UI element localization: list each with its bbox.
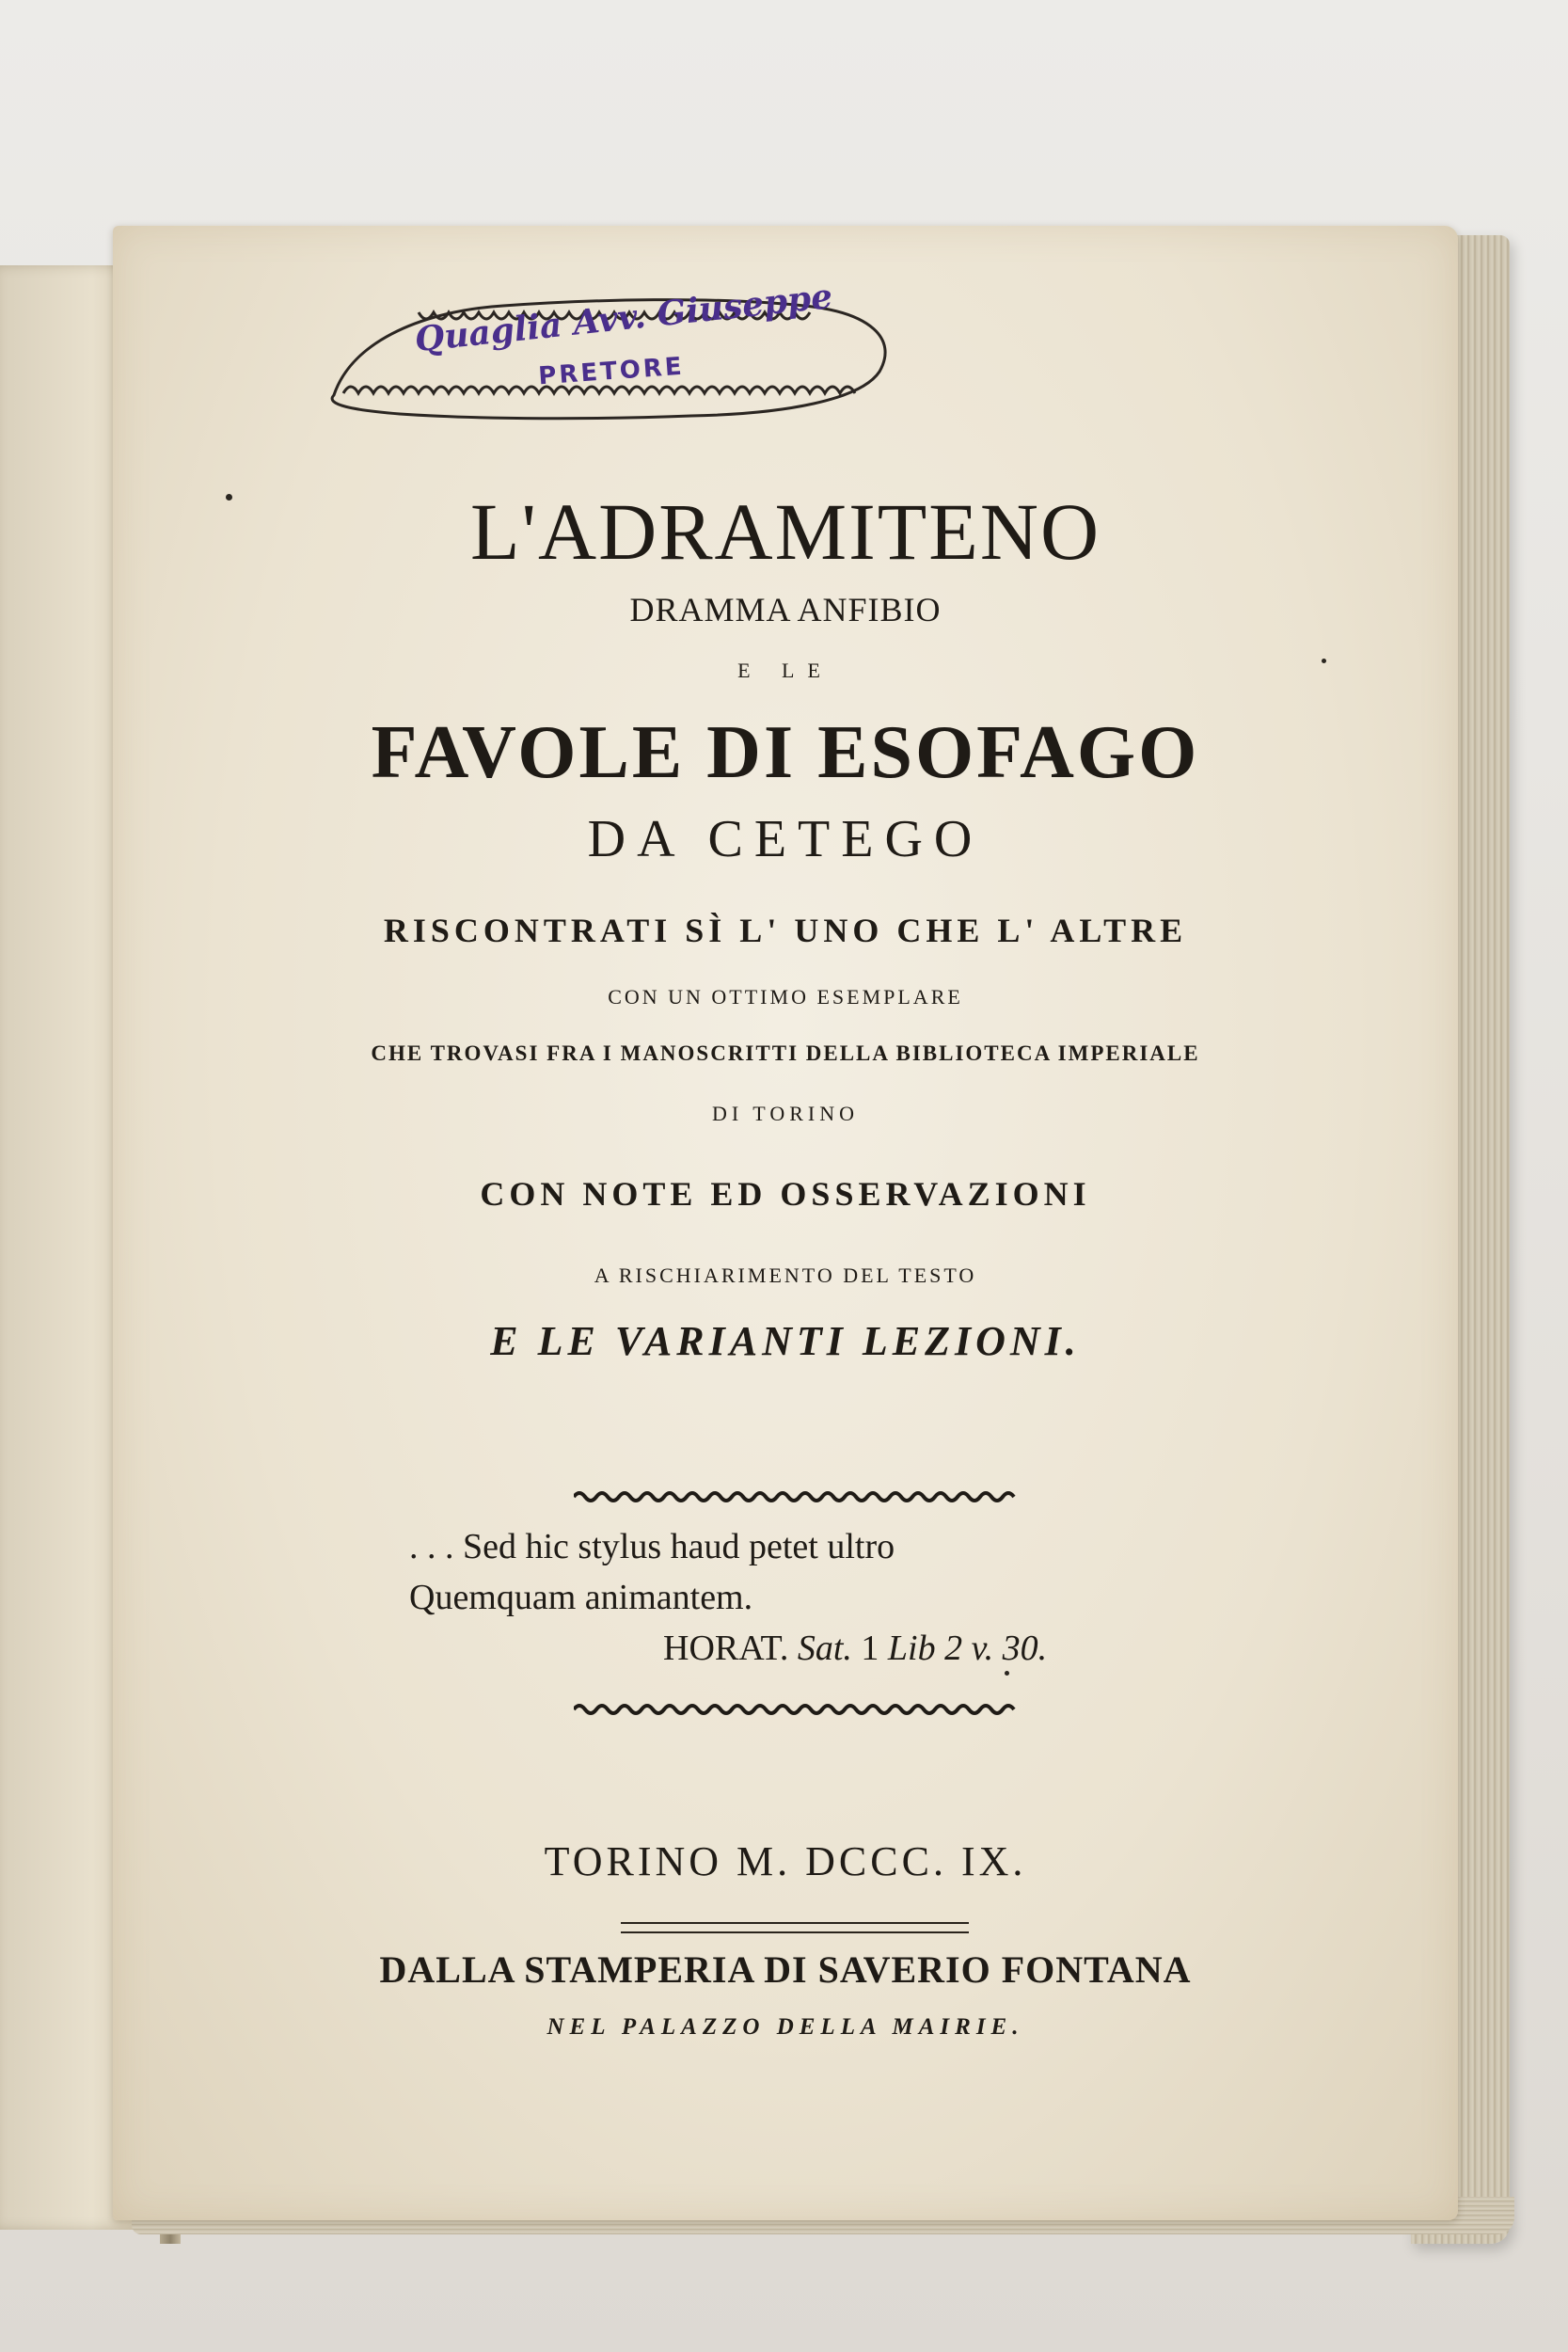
stamp-name: Quaglia Avv. Giuseppe bbox=[412, 276, 834, 360]
varianti-line: E LE VARIANTI LEZIONI. bbox=[490, 1318, 1081, 1364]
epigraph-citation bbox=[663, 1628, 1047, 1669]
ornamental-rule-bottom bbox=[574, 1701, 1016, 1718]
rischiarimento-line: A RISCHIARIMENTO DEL TESTO bbox=[594, 1263, 977, 1287]
citation-work: Sat. bbox=[797, 1629, 852, 1668]
citation-author: HORAT. bbox=[663, 1629, 789, 1668]
esemplare-line: CON UN OTTIMO ESEMPLARE bbox=[608, 985, 963, 1009]
note-line: CON NOTE ED OSSERVAZIONI bbox=[480, 1175, 1091, 1213]
citation-verse: 30. bbox=[1002, 1629, 1048, 1668]
biblioteca-line: CHE TROVASI FRA I MANOSCRITTI DELLA BIBLIOTECA IMPERIALE bbox=[371, 1041, 1200, 1065]
di-torino-line: DI TORINO bbox=[711, 1102, 860, 1125]
main-title: L'ADRAMITENO bbox=[469, 486, 1101, 577]
ornamental-rule-top bbox=[574, 1488, 1016, 1505]
author-line: DA CETEGO bbox=[587, 810, 984, 868]
paper-speck bbox=[1322, 659, 1326, 663]
epigraph-line-1: . . . Sed hic stylus haud petet ultro bbox=[409, 1527, 895, 1566]
riscontrati-line: RISCONTRATI SÌ L' UNO CHE L' ALTRE bbox=[383, 912, 1188, 949]
subtitle: DRAMMA ANFIBIO bbox=[629, 591, 942, 628]
stamp-title: PRETORE bbox=[537, 352, 686, 391]
citation-book: 1 bbox=[861, 1629, 879, 1668]
citation-lib: Lib bbox=[887, 1629, 936, 1668]
imprint-address: NEL PALAZZO DELLA MAIRIE. bbox=[546, 2014, 1024, 2040]
citation-v: v. bbox=[971, 1629, 994, 1668]
second-title: FAVOLE DI ESOFAGO bbox=[371, 711, 1200, 794]
imprint-printer: DALLA STAMPERIA DI SAVERIO FONTANA bbox=[379, 1948, 1192, 1991]
double-rule bbox=[621, 1922, 969, 1933]
conjunction: E LE bbox=[737, 659, 833, 682]
epigraph-line-2: Quemquam animantem. bbox=[409, 1578, 753, 1617]
citation-num: 2 bbox=[944, 1629, 963, 1668]
paper-speck bbox=[1005, 1671, 1009, 1676]
paper-speck bbox=[226, 494, 232, 501]
imprint-place-date: TORINO M. DCCC. IX. bbox=[544, 1838, 1027, 1884]
